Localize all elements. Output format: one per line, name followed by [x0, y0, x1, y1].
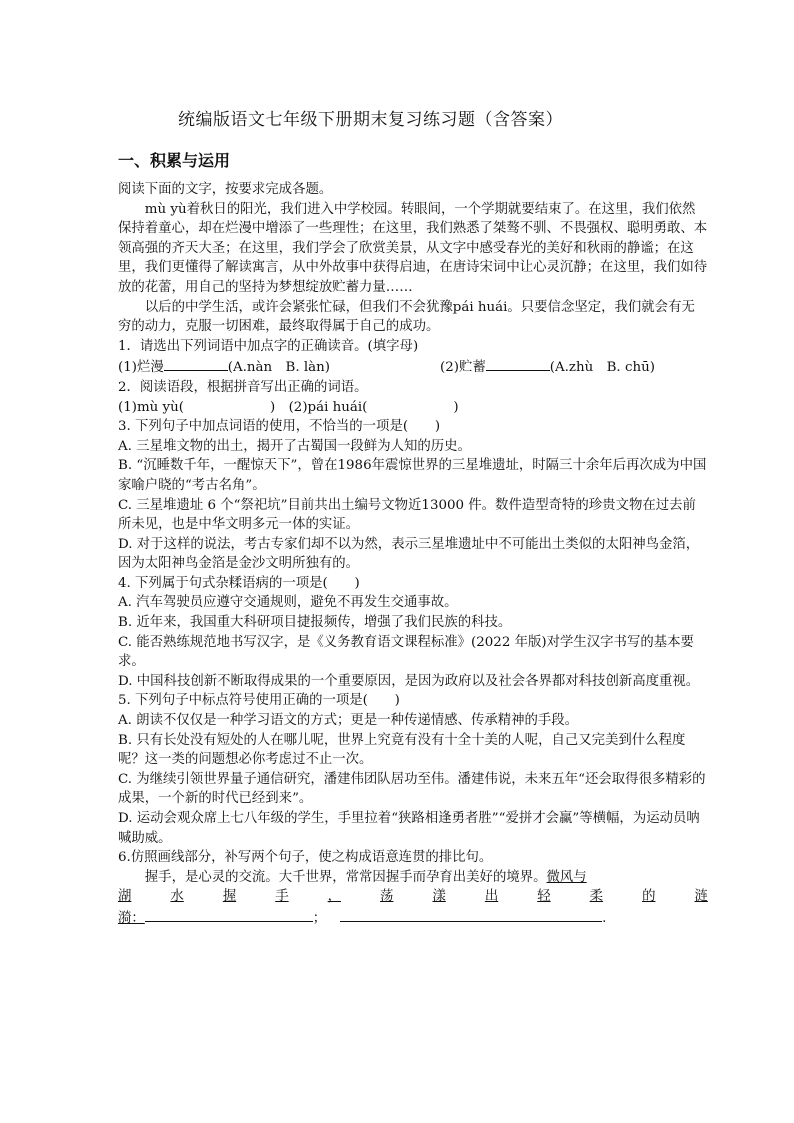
- answer-blank[interactable]: [145, 907, 313, 922]
- question-1: 1．请选出下列词语中加点字的正确读音。(填字母): [118, 338, 419, 354]
- document-body: [118, 180, 708, 929]
- question-5: 5. 下列句子中标点符号使用正确的一项是( ): [118, 693, 400, 709]
- option-c: C. 能否熟练规范地书写汉字，是《义务教育语文课程标准》(2022 年版)对学生汉字书写的基本要求。: [118, 634, 694, 670]
- page-title: 统编版语文七年级下册期末复习练习题（含答案）: [178, 110, 563, 130]
- question-3: 3. 下列句子中加点词语的使用，不恰当的一项是( ): [118, 419, 441, 435]
- question-6: 6.仿照画线部分，补写两个句子，使之构成语意连贯的排比句。: [118, 850, 493, 866]
- answer-blank[interactable]: [486, 356, 550, 371]
- question-6-answer-line: 漪： ； .: [118, 907, 708, 929]
- question-2: 2．阅读语段，根据拼音写出正确的词语。: [118, 379, 368, 395]
- option-b: B. “沉睡数千年，一醒惊天下”，曾在1986年震惊世界的三星堆遗址，时隔三十余年后再次成为中国家喻户晓的“考古名角”。: [118, 458, 707, 493]
- option-c: C. 三星堆遗址 6 个“祭祀坑”目前共出土编号文物近13000 件。数件造型奇特的珍贵文物在过去前所未见，也是中华文明多元一体的实证。: [118, 497, 696, 533]
- option-b: B. 近年来，我国重大科研项目捷报频传，增强了我们民族的科技。: [118, 615, 512, 631]
- option-d: D. 运动会观众席上七八年级的学生，手里拉着“狭路相逢勇者胜”“爱拼才会赢”等横幅，为运动员呐喊助威。: [118, 811, 700, 846]
- option-a: A. 三星堆文物的出土，揭开了古蜀国一段鲜为人知的历史。: [118, 438, 471, 454]
- question-1-options: (1)烂漫 (A.nàn B. làn) (2)贮蓄 (A.zhù B. chū): [118, 356, 708, 378]
- section-heading: 一、积累与运用: [118, 151, 231, 170]
- option-b: B. 只有长处没有短处的人在哪儿呢，世界上究竟有没有十全十美的人呢，自己又完美到什么程度呢？这一类的问题想必你考虑过不止一次。: [118, 732, 686, 768]
- instruction-text: 阅读下面的文字，按要求完成各题。: [118, 182, 333, 197]
- question-2-blanks: (1)mù yù( ) (2)pái huái( ): [118, 399, 459, 415]
- option-a: A. 朗读不仅仅是一种学习语文的方式；更是一种传递情感、传承精神的手段。: [118, 713, 579, 729]
- option-d: D. 对于这样的说法，考古专家们却不以为然，表示三星堆遗址中不可能出土类似的太阳神鸟金箔，因为太阳神鸟金箔是金沙文明所独有的。: [118, 536, 700, 572]
- question-4: 4. 下列属于句式杂糅语病的一项是( ): [118, 575, 360, 591]
- answer-blank[interactable]: [340, 907, 602, 922]
- question-6-text: 握手，是心灵的交流。大千世界，常常因握手而孕育出美好的境界。微风与: [144, 869, 587, 885]
- passage-paragraph: 以后的中学生活，或许会紧张忙碌，但我们不会犹豫pái huái。只要信念坚定，我们就会有无穷的动力，克服一切困难，最终取得属于自己的成功。: [118, 299, 695, 335]
- option-c: C. 为继续引领世界量子通信研究，潘建伟团队居功至伟。潘建伟说，未来五年“还会取得很多精彩的成果，一个新的时代已经到来”。: [118, 771, 706, 807]
- underlined-sentence: 微风与: [546, 869, 587, 885]
- passage-paragraph: mù yù着秋日的阳光，我们进入中学校园。转眼间，一个学期就要结束了。在这里，我们依然保持着童心，却在烂漫中增添了一些理性；在这里，我们熟悉了桀骜不驯、不畏强权、聪明勇敢、本领高强的齐天大圣；在这里，我们学会了欣赏美景，从文字中感受春光的美好和秋雨的静谧；在这里，我们更懂得了解读寓言，从中外故事中获得启迪，在唐诗宋词中让心灵沉静；在这里，我们如待放的花蕾，用自己的坚持为梦想绽放贮蓄力量……: [118, 201, 708, 295]
- underlined-sentence: 湖 水 握 手 ， 荡 漾 出 轻 柔 的 涟: [118, 889, 708, 905]
- answer-blank[interactable]: [164, 356, 228, 371]
- option-a: A. 汽车驾驶员应遵守交通规则，避免不再发生交通事故。: [118, 595, 458, 611]
- option-d: D. 中国科技创新不断取得成果的一个重要原因，是因为政府以及社会各界都对科技创新高度重视。: [118, 673, 700, 689]
